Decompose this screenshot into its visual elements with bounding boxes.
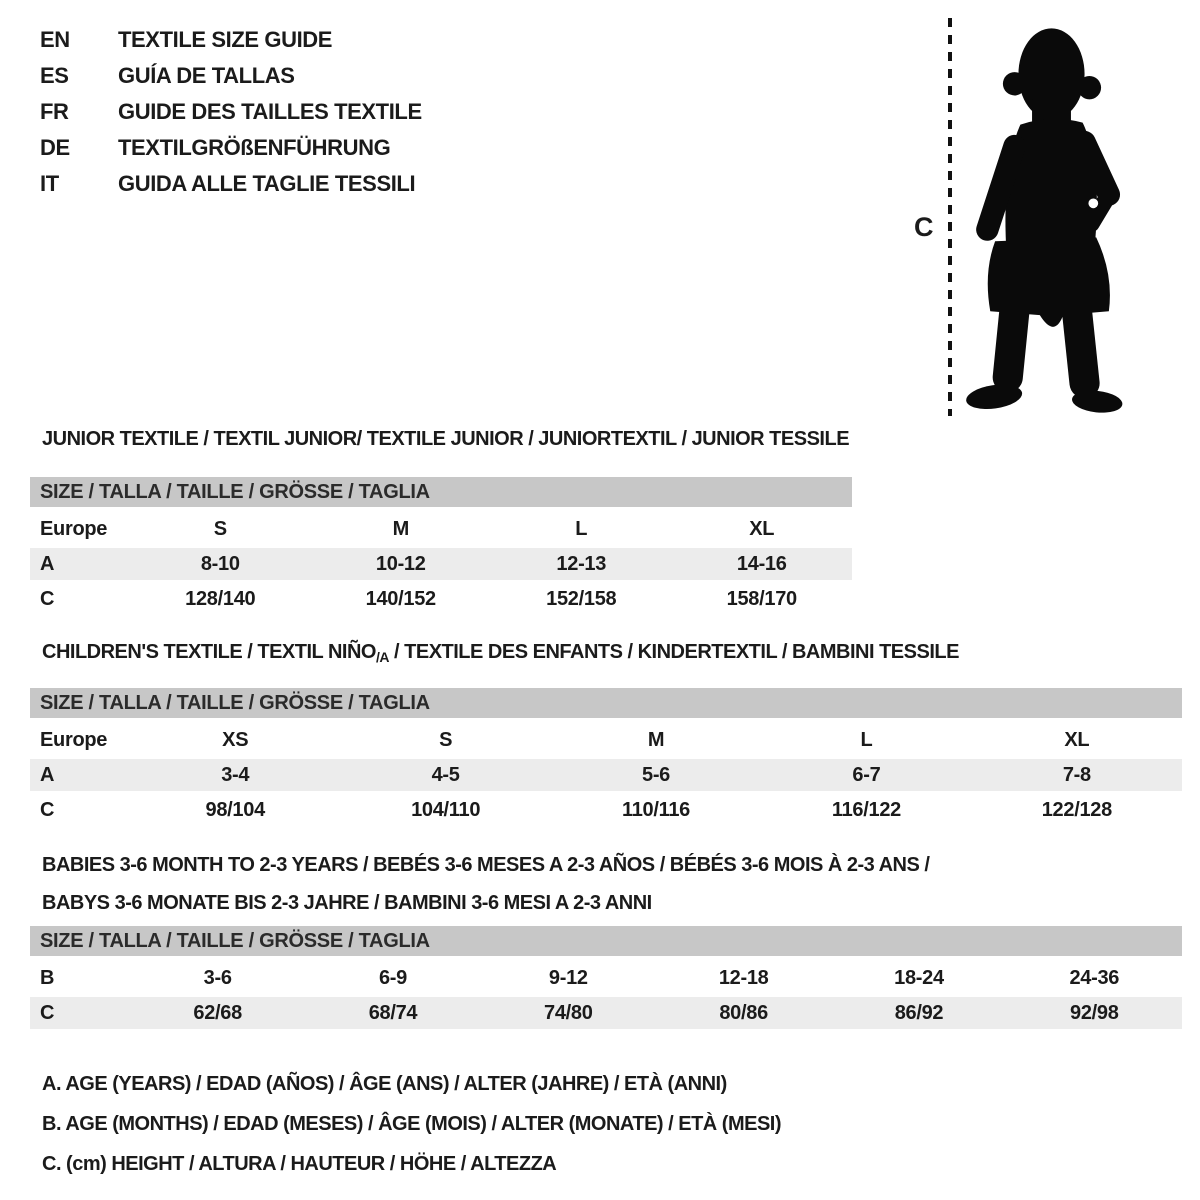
children-section-title (42, 641, 959, 665)
size-table-header: SIZE / TALLA / TAILLE / GRÖSSE / TAGLIA (30, 477, 852, 507)
children-title-suffix: / TEXTILE DES ENFANTS / KINDERTEXTIL / BAMBINI TESSILE (388, 641, 959, 663)
height-measure-label: C (914, 212, 934, 242)
table-cell: 140/152 (365, 587, 436, 610)
measure-legend (42, 1064, 781, 1184)
table-row (30, 548, 852, 580)
table-cell: L (860, 728, 873, 751)
table-row (30, 724, 1182, 756)
table-cell: XL (1064, 728, 1090, 751)
junior-section-title: JUNIOR TEXTILE / TEXTIL JUNIOR/ TEXTILE JUNIOR / JUNIORTEXTIL / JUNIOR TESSILE (42, 428, 850, 450)
table-cell: 18-24 (894, 966, 944, 989)
language-label: GUÍA DE TALLAS (118, 63, 295, 88)
language-code: EN (40, 27, 70, 52)
table-cell: M (647, 728, 665, 751)
table-cell: M (392, 517, 409, 540)
size-table-header: SIZE / TALLA / TAILLE / GRÖSSE / TAGLIA (30, 688, 1182, 718)
language-row-es (40, 58, 422, 94)
table-cell: 92/98 (1070, 1001, 1119, 1024)
row-label: C (40, 798, 55, 821)
children-size-table (30, 688, 1182, 829)
language-code: ES (40, 63, 69, 88)
language-list (40, 22, 422, 202)
table-cell: 6-7 (852, 763, 881, 786)
row-label: B (40, 966, 55, 989)
table-cell: 7-8 (1062, 763, 1091, 786)
row-label: C (40, 587, 55, 610)
children-title-sub: /A (375, 649, 389, 665)
table-cell: 62/68 (193, 1001, 242, 1024)
table-cell: 110/116 (622, 798, 691, 821)
table-cell: 10-12 (375, 552, 426, 575)
table-cell: 4-5 (431, 763, 460, 786)
babies-title-line2: BABYS 3-6 MONATE BIS 2-3 JAHRE / BAMBINI 3-6 MESI A 2-3 ANNI (42, 892, 652, 914)
table-cell: S (213, 517, 227, 540)
row-label: C (40, 1001, 55, 1024)
table-cell: 14-16 (736, 552, 787, 575)
legend-line-c: C. (cm) HEIGHT / ALTURA / HAUTEUR / HÖHE / ALTEZZA (42, 1153, 557, 1175)
children-title-prefix: CHILDREN'S TEXTILE / TEXTIL NIÑO (42, 641, 376, 663)
language-label: GUIDA ALLE TAGLIE TESSILI (118, 171, 416, 196)
height-measure-line (948, 18, 952, 416)
baby-silhouette-icon (964, 16, 1139, 416)
table-cell: 104/110 (411, 798, 481, 821)
table-cell: XS (222, 728, 249, 751)
row-label: A (40, 763, 55, 786)
table-cell: 98/104 (205, 798, 265, 821)
language-row-de (40, 130, 422, 166)
legend-line-a: A. AGE (YEARS) / EDAD (AÑOS) / ÂGE (ANS) / ALTER (JAHRE) / ETÀ (ANNI) (42, 1073, 727, 1095)
table-cell: 3-6 (203, 966, 232, 989)
language-label: GUIDE DES TAILLES TEXTILE (118, 99, 422, 124)
table-cell: 8-10 (200, 552, 240, 575)
language-label: TEXTILE SIZE GUIDE (118, 27, 333, 52)
babies-title-line1: BABIES 3-6 MONTH TO 2-3 YEARS / BEBÉS 3-6 MESES A 2-3 AÑOS / BÉBÉS 3-6 MOIS À 2-3 ANS / (42, 854, 930, 876)
table-cell: 80/86 (719, 1001, 768, 1024)
height-figure (900, 14, 1170, 424)
table-row (30, 997, 1182, 1029)
language-code: DE (40, 135, 70, 160)
row-label: Europe (40, 517, 108, 540)
table-cell: 24-36 (1069, 966, 1120, 989)
table-cell: 12-18 (718, 966, 769, 989)
language-row-it (40, 166, 422, 202)
language-code: FR (40, 99, 69, 124)
size-table-header: SIZE / TALLA / TAILLE / GRÖSSE / TAGLIA (30, 926, 1182, 956)
table-cell: XL (749, 517, 775, 540)
table-cell: 86/92 (894, 1001, 944, 1024)
table-row (30, 759, 1182, 791)
table-cell: 5-6 (642, 763, 671, 786)
table-cell: 9-12 (548, 966, 588, 989)
language-row-en (40, 22, 422, 58)
table-cell: 158/170 (726, 587, 797, 610)
row-label: A (40, 552, 55, 575)
table-cell: 116/122 (831, 798, 901, 821)
table-cell: S (439, 728, 453, 751)
table-cell: 152/158 (546, 587, 617, 610)
table-cell: 12-13 (556, 552, 607, 575)
table-cell: 68/74 (368, 1001, 418, 1024)
table-row (30, 794, 1182, 826)
junior-size-table (30, 477, 852, 618)
table-row (30, 962, 1182, 994)
table-cell: 3-4 (221, 763, 250, 786)
language-code: IT (40, 171, 59, 196)
table-cell: 6-9 (378, 966, 407, 989)
row-label: Europe (40, 728, 108, 751)
table-row (30, 583, 852, 615)
language-row-fr (40, 94, 422, 130)
legend-line-b: B. AGE (MONTHS) / EDAD (MESES) / ÂGE (MOIS) / ALTER (MONATE) / ETÀ (MESI) (42, 1113, 782, 1135)
language-label: TEXTILGRÖßENFÜHRUNG (118, 135, 391, 160)
table-cell: 128/140 (185, 587, 256, 610)
table-row (30, 513, 852, 545)
babies-section-title (42, 846, 929, 922)
table-cell: 122/128 (1041, 798, 1112, 821)
table-cell: L (575, 517, 588, 540)
table-cell: 74/80 (544, 1001, 593, 1024)
babies-size-table (30, 926, 1182, 1032)
